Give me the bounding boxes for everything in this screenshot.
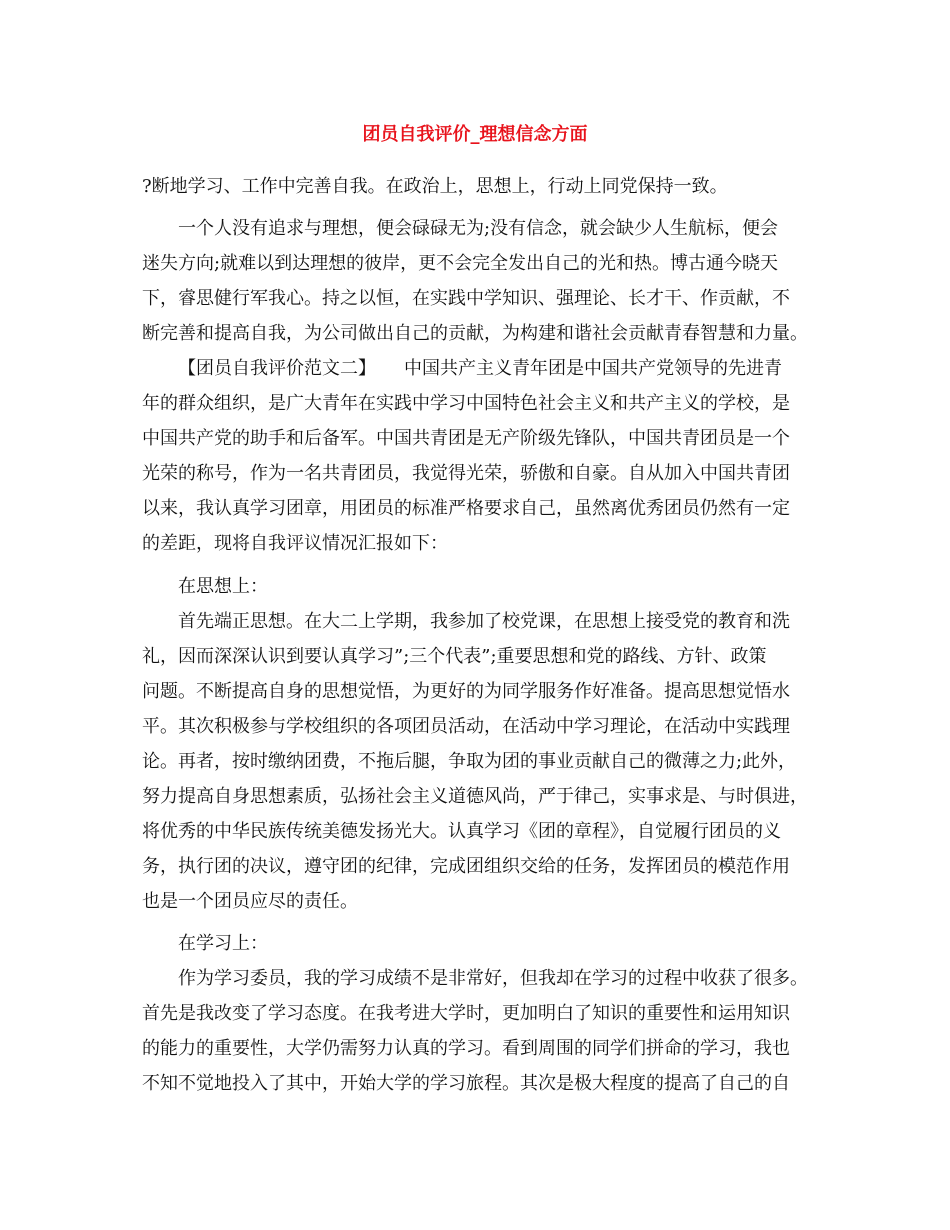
paragraph-line: 不知不觉地投入了其中，开始大学的学习旅程。其次是极大程度的提高了自己的自 [142, 1073, 790, 1094]
paragraph-line: 以来，我认真学习团章，用团员的标准严格要求自己，虽然离优秀团员仍然有一定 [142, 498, 790, 519]
paragraph-line: 将优秀的中华民族传统美德发扬光大。认真学习《团的章程》，自觉履行团员的义 [142, 821, 781, 842]
section-heading-line [178, 358, 782, 380]
paragraph-line: 年的群众组织，是广大青年在实践中学习中国特色社会主义和共产主义的学校，是 [142, 393, 790, 414]
paragraph-line: ?断地学习、工作中完善自我。在政治上，思想上，行动上同党保持一致。 [142, 176, 728, 197]
paragraph-line: 努力提高自身思想素质，弘扬社会主义道德风尚，严于律己，实事求是、与时俱进， [142, 786, 808, 807]
subheading-study: 在学习上： [178, 933, 268, 954]
section-heading: 【团员自我评价范文二】 [178, 358, 376, 379]
paragraph-line: 问题。不断提高自身的思想觉悟，为更好的为同学服务作好准备。提高思想觉悟水 [142, 681, 790, 702]
paragraph-line-text: 中国共产主义青年团是中国共产党领导的先进青 [404, 358, 782, 379]
paragraph-line: 首先是我改变了学习态度。在我考进大学时，更加明白了知识的重要性和运用知识 [142, 1003, 790, 1024]
paragraph-line: 中国共产党的助手和后备军。中国共青团是无产阶级先锋队，中国共青团员是一个 [142, 428, 790, 449]
paragraph-line: 下，睿思健行军我心。持之以恒，在实践中学知识、强理论、长才干、作贡献，不 [142, 288, 790, 309]
paragraph-line: 首先端正思想。在大二上学期，我参加了校党课，在思想上接受党的教育和洗 [178, 611, 790, 632]
paragraph-line: 迷失方向;就难以到达理想的彼岸，更不会完全发出自己的光和热。博古通今晓天 [142, 253, 779, 274]
paragraph-line: 的差距，现将自我评议情况汇报如下： [142, 533, 448, 554]
paragraph-line: 也是一个团员应尽的责任。 [142, 891, 358, 912]
paragraph-line: 光荣的称号，作为一名共青团员，我觉得光荣，骄傲和自豪。自从加入中国共青团 [142, 463, 790, 484]
paragraph-line: 礼，因而深深认识到要认真学习”;三个代表”;重要思想和党的路线、方针、政策 [142, 646, 767, 667]
paragraph-line: 务，执行团的决议，遵守团的纪律，完成团组织交给的任务，发挥团员的模范作用 [142, 856, 790, 877]
paragraph-line: 作为学习委员，我的学习成绩不是非常好，但我却在学习的过程中收获了很多。 [178, 968, 808, 989]
subheading-thought: 在思想上： [178, 576, 268, 597]
paragraph-line: 断完善和提高自我，为公司做出自己的贡献，为构建和谐社会贡献青春智慧和力量。 [142, 323, 808, 344]
document-title: 团员自我评价_理想信念方面 [362, 124, 588, 145]
paragraph-line: 平。其次积极参与学校组织的各项团员活动，在活动中学习理论，在活动中实践理 [142, 716, 790, 737]
paragraph-line: 论。再者，按时缴纳团费，不拖后腿，争取为团的事业贡献自己的微薄之力;此外， [142, 751, 797, 772]
paragraph-line: 一个人没有追求与理想，便会碌碌无为;没有信念，就会缺少人生航标，便会 [178, 218, 779, 239]
paragraph-line: 的能力的重要性，大学仍需努力认真的学习。看到周围的同学们拼命的学习，我也 [142, 1038, 790, 1059]
